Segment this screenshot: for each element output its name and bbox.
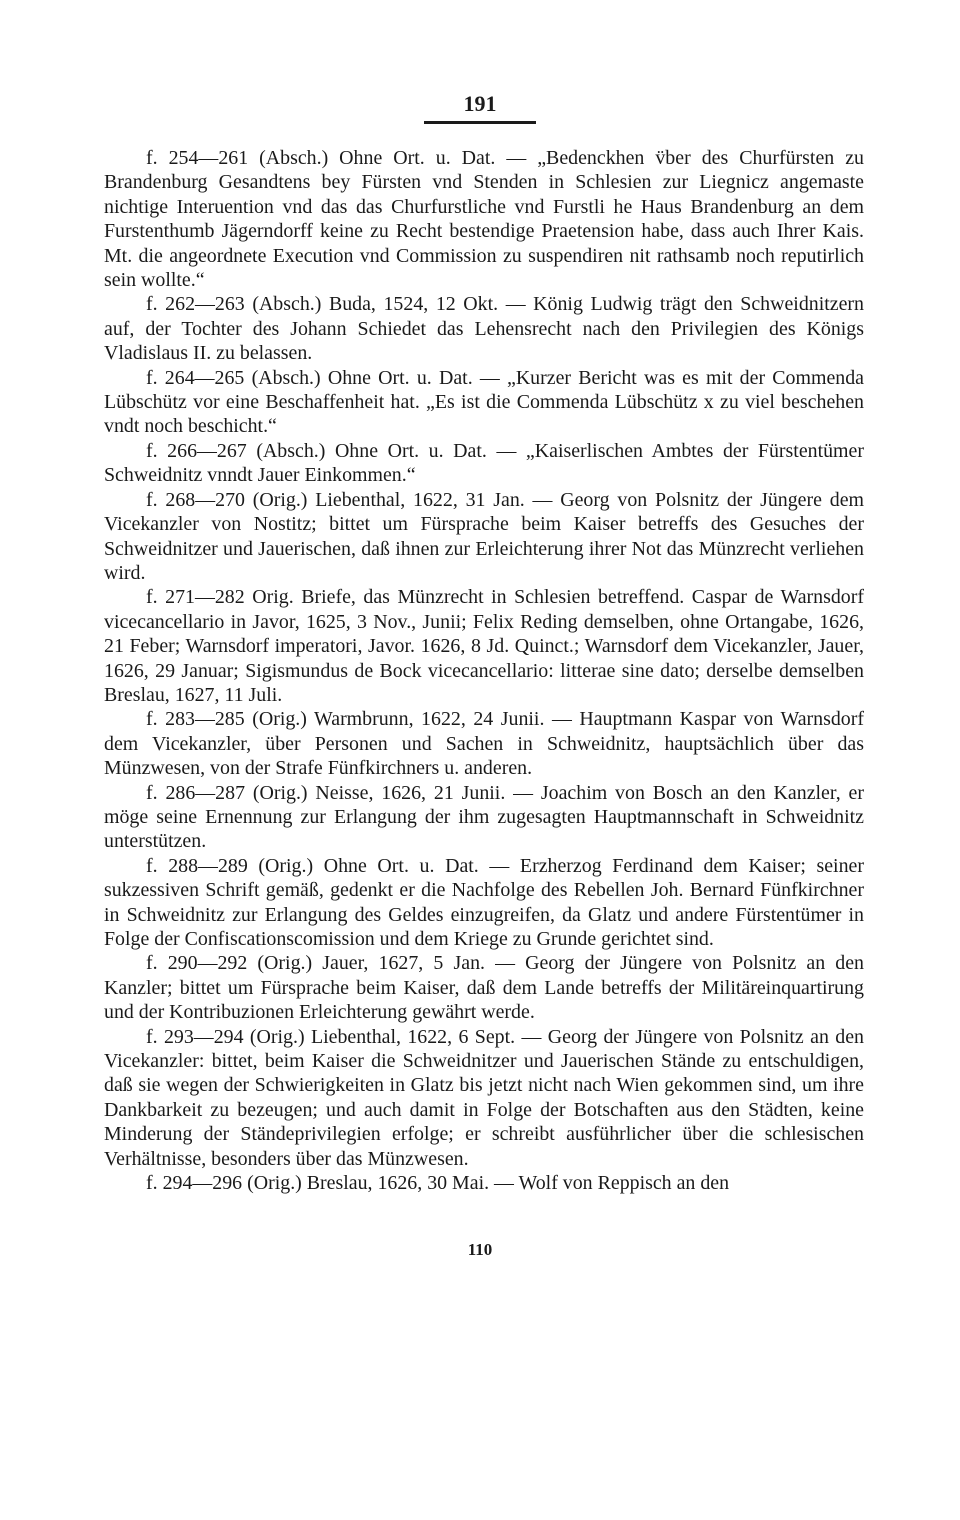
entry-f283-285: f. 283—285 (Orig.) Warmbrunn, 1622, 24 Junii. — Hauptmann Kaspar von Warnsdorf dem Vicekanzler, über Personen und Sachen in Schweidnitz, hauptsächlich über das Münzwesen, von der Strafe Fünfkirchners u. anderen.: [104, 708, 864, 780]
page-number: 191: [463, 91, 497, 116]
entry-f294-296: f. 294—296 (Orig.) Breslau, 1626, 30 Mai. — Wolf von Reppisch an den: [146, 1172, 730, 1195]
footer-sheet-number: 110: [467, 1240, 493, 1259]
entry-f271-282: f. 271—282 Orig. Briefe, das Münzrecht in Schlesien betreffend. Caspar de Warnsdorf vicecancellario in Javor, 1625, 3 Nov., Junii; Felix Reding demselben, ohne Ortangabe, 1626, 21 Feber; Warnsdorf imperatori, Javor. 1626, 8 Jd. Quinct.; Warnsdorf dem Vicekanzler, Jauer, 1626, 29 Januar; Sigismundus de Bock vicecancellario: litterae sine dato; derselbe demselben Breslau, 1627, 11 Juli.: [104, 586, 864, 706]
body-text: [104, 146, 864, 1195]
entry-f288-289: f. 288—289 (Orig.) Ohne Ort. u. Dat. — Erzherzog Ferdinand dem Kaiser; seiner sukzessiven Schrift gemäß, gedenkt er die Nachfolge des Rebellen Joh. Bernard Fünfkirchner in Schweidnitz zur Erlangung des Geldes einzugreifen, da Glatz und andere Fürstentümer in Folge der Confiscationscomission und dem Kriege zu Grunde gerichtet sind.: [104, 854, 864, 950]
entry-f262-263: f. 262—263 (Absch.) Buda, 1524, 12 Okt. — König Ludwig trägt den Schweidnitzern auf, der Tochter des Johann Schiedet das Lehensrecht nach den Privilegien des Königs Vladislaus II. zu belassen.: [104, 293, 864, 365]
entry-f266-267: f. 266—267 (Absch.) Ohne Ort. u. Dat. — „Kaiserlischen Ambtes der Fürstentümer Schweidnitz vnndt Jauer Einkommen.“: [104, 439, 864, 487]
entry-f254-261: f. 254—261 (Absch.) Ohne Ort. u. Dat. — „Bedenckhen v̈ber des Churfürsten zu Brandenburg Gesandtens bey Fürsten vnd Stenden in Schlesien zur Liegnicz angemaste nichtige Interuention vnd das das Churfurstliche vnd Furstli he Haus Brandenburg an dem Furstenthumb Jägerndorff keine zu Recht bestendige Praetension habe, dass auch Ihrer Kais. Mt. die angeordnete Execution vnd Commission zu suspendiren nit rathsamb noch reputirlich sein wollte.“: [104, 147, 864, 292]
entry-f290-292: f. 290—292 (Orig.) Jauer, 1627, 5 Jan. — Georg der Jüngere von Polsnitz an den Kanzler; bittet um Fürsprache beim Kaiser, daß dem Lande betreffs der Militäreinquartirung und der Kontribuzionen Erleichterung gewährt werde.: [104, 952, 864, 1024]
entry-f268-270: f. 268—270 (Orig.) Liebenthal, 1622, 31 Jan. — Georg von Polsnitz der Jüngere dem Vicekanzler von Nostitz; bittet um Fürsprache beim Kaiser betreffs des Gesuches der Schweidnitzer und Jauerischen, daß ihnen zur Erleichterung ihrer Not das Münzrecht verliehen wird.: [104, 488, 864, 584]
header-rule: [424, 121, 536, 124]
entry-f264-265: f. 264—265 (Absch.) Ohne Ort. u. Dat. — „Kurzer Bericht was es mit der Commenda Lübschütz vor eine Beschaffenheit hat. „Es ist die Commenda Lübschütz x zu viel beschehen vndt noch beschicht.“: [104, 366, 864, 438]
entry-f293-294: f. 293—294 (Orig.) Liebenthal, 1622, 6 Sept. — Georg der Jüngere von Polsnitz an den Vicekanzler: bittet, beim Kaiser die Schweidnitzer und Jauerischen Stände zu entschuldigen, daß sie wegen der Schwierigkeiten in Glatz bis jetzt nicht nach Wien gekommen sind, um ihre Dankbarkeit zu bezeugen; und auch damit in Folge der Botschaften aus den Städten, keine Minderung der Ständeprivilegien erfolge; er schreibt ausführlicher über die schlesischen Verhältnisse, besonders über das Münzwesen.: [104, 1025, 864, 1170]
entry-f286-287: f. 286—287 (Orig.) Neisse, 1626, 21 Junii. — Joachim von Bosch an den Kanzler, er möge seine Ernennung zur Erlangung der ihm zugesagten Hauptmannschaft in Schweidnitz unterstützen.: [104, 781, 864, 853]
